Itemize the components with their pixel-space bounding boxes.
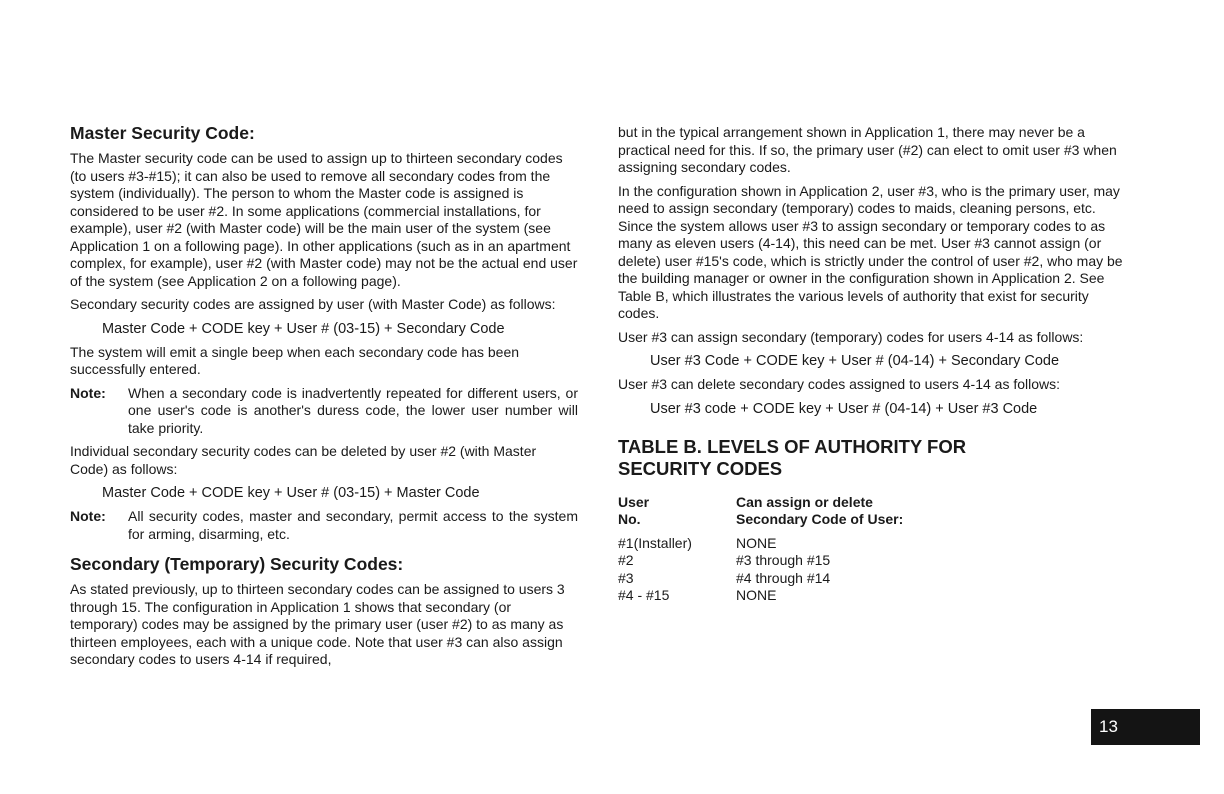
header-secondary-code: Secondary Code of User:: [736, 511, 904, 527]
cell-authority: #3 through #15: [736, 552, 831, 568]
header-can-assign: Can assign or delete: [736, 493, 873, 510]
note-label: Note:: [70, 508, 106, 524]
cell-authority: NONE: [736, 534, 777, 551]
left-column: [70, 122, 578, 675]
header-user: User: [618, 493, 650, 510]
application2-paragraph: In the configuration shown in Application 2, user #3, who is the primary user, may need to assign secondary (temporary) codes to maids, cleaning persons, etc. Since the system allows user #3 to assign secondary or temporary codes to as many as eleven users (4-14), this need can be met. User #3 cannot assign (or delete) user #15's code, which is strictly under the control of user #2, who may be the building manager or owner in the configuration shown in Application 2. See Table B, which illustrates the various levels of authority that exist for security codes.: [618, 182, 1123, 321]
user3-assign-formula: User #3 Code + CODE key + User # (04-14) + Secondary Code: [650, 353, 1060, 369]
note-text: All security codes, master and secondary, permit access to the system for arming, disarming, etc.: [128, 508, 578, 542]
note-text: When a secondary code is inadvertently repeated for different users, or one user's code is another's duress code, the lower user number will take priority.: [128, 384, 578, 436]
table-row: [618, 587, 1123, 605]
master-security-code-heading: Master Security Code:: [70, 123, 255, 143]
header-authority: [736, 494, 1123, 529]
table-b-title: TABLE B. LEVELS OF AUTHORITY FOR SECURITY CODES: [618, 435, 967, 479]
right-column: [618, 124, 1123, 605]
master-code-paragraph: The Master security code can be used to assign up to thirteen secondary codes (to users #3-#15); it can also be used to remove all secondary codes from the system (individually). The person to whom the Master code is assigned is considered to be user #2. In some applications (commercial installations, for example), user #2 (with Master code) will be the main user of the system (see Application 1 on a following page). In other applications (such as in an apartment complex, for example), user #2 (with Master code) may not be the actual end user of the system (see Application 2 on a following page).: [70, 150, 578, 289]
note-duplicate-codes: [70, 385, 578, 438]
secondary-codes-paragraph: As stated previously, up to thirteen secondary codes can be assigned to users 3 through 15. The configuration in Application 1 shows that secondary (or temporary) codes may be assigned by the primary user (user #2) to as many as thirteen employees, each with a unique code. Note that user #3 can also assign secondary codes to users 4-14 if required,: [70, 581, 565, 667]
secondary-codes-heading: Secondary (Temporary) Security Codes:: [70, 554, 404, 574]
continuation-paragraph: but in the typical arrangement shown in Application 1, there may never be a practical need for this. If so, the primary user (#2) can elect to omit user #3 when assigning secondary codes.: [618, 124, 1117, 175]
header-user-no: [618, 494, 736, 529]
table-header: [618, 494, 1123, 529]
page-number-tab: 13: [1091, 709, 1200, 745]
cell-user: #1(Installer): [618, 534, 692, 551]
beep-paragraph: The system will emit a single beep when each secondary code has been successfully entered.: [70, 343, 520, 377]
cell-authority: #4 through #14: [736, 569, 831, 586]
cell-user: #4 - #15: [618, 587, 670, 603]
cell-user: #2: [618, 552, 634, 568]
user3-delete-intro: User #3 can delete secondary codes assigned to users 4-14 as follows:: [618, 376, 1061, 392]
header-no: No.: [618, 511, 641, 527]
user3-assign-intro: User #3 can assign secondary (temporary) codes for users 4-14 as follows:: [618, 328, 1084, 345]
note-access: [70, 508, 578, 543]
table-row: [618, 570, 1123, 588]
delete-formula: Master Code + CODE key + User # (03-15) + Master Code: [102, 485, 480, 501]
assign-formula: Master Code + CODE key + User # (03-15) + Secondary Code: [102, 320, 505, 337]
user3-delete-formula: User #3 code + CODE key + User # (04-14) + User #3 Code: [650, 400, 1038, 417]
table-row: [618, 535, 1123, 553]
table-row: [618, 552, 1123, 570]
authority-table: [618, 494, 1123, 605]
note-label: Note:: [70, 384, 106, 401]
cell-user: #3: [618, 569, 634, 586]
secondary-assign-intro: Secondary security codes are assigned by user (with Master Code) as follows:: [70, 296, 556, 312]
delete-intro: Individual secondary security codes can be deleted by user #2 (with Master Code) as follows:: [70, 443, 537, 477]
cell-authority: NONE: [736, 587, 777, 603]
